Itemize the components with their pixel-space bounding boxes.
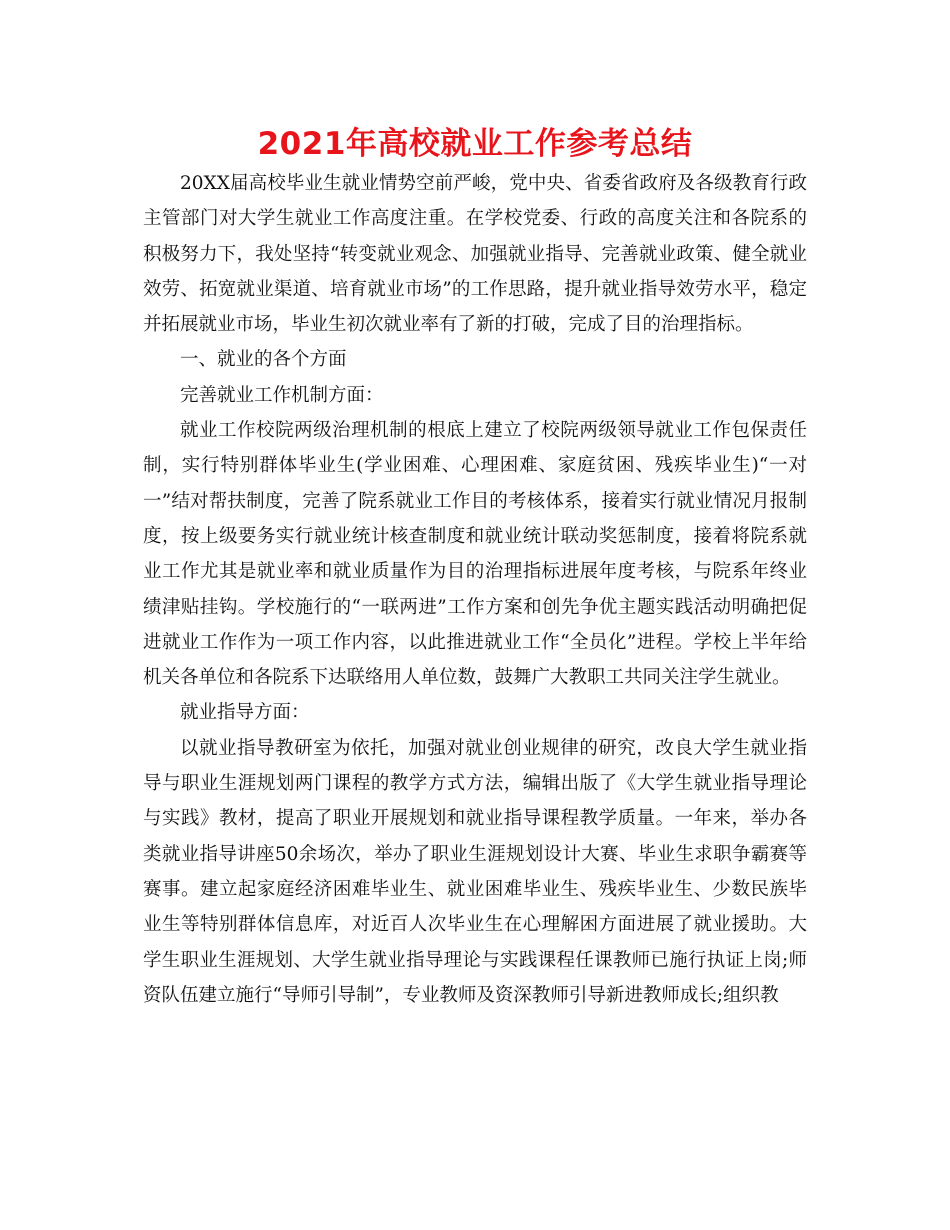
subheading-work-mechanism: 完善就业工作机制方面： (180, 384, 384, 406)
document-title: 2021年高校就业工作参考总结 (257, 126, 693, 162)
paragraph-work-mechanism: 就业工作校院两级治理机制的根底上建立了校院两级领导就业工作包保责任制，实行特别群体毕业生(学业困难、心理困难、家庭贫困、残疾毕业生)“一对一”结对帮扶制度，完善了院系就业工作目的考核体系，接着实行就业情况月报制度，按上级要务实行就业统计核查制度和就业统计联动奖惩制度，接着将院系就业工作尤其是就业率和就业质量作为目的治理指标进展年度考核，与院系年终业绩津贴挂钩。学校施行的“一联两进”工作方案和创先争优主题实践活动明确把促进就业工作作为一项工作内容，以此推进就业工作“全员化”进程。学校上半年给机关各单位和各院系下达联络用人单位数，鼓舞广大教职工共同关注学生就业。 (143, 420, 807, 689)
paragraph-employment-guidance: 以就业指导教研室为依托，加强对就业创业规律的研究，改良大学生就业指导与职业生涯规划两门课程的教学方式方法，编辑出版了《大学生就业指导理论与实践》教材，提高了职业开展规划和就业指导课程教学质量。一年来，举办各类就业指导讲座50余场次，举办了职业生涯规划设计大赛、毕业生求职争霸赛等赛事。建立起家庭经济困难毕业生、就业困难毕业生、残疾毕业生、少数民族毕业生等特别群体信息库，对近百人次毕业生在心理解困方面进展了就业援助。大学生职业生涯规划、大学生就业指导理论与实践课程任课教师已施行执证上岗;师资队伍建立施行“导师引导制”，专业教师及资深教师引导新进教师成长;组织教 (143, 737, 807, 1006)
section-heading-employment-aspects: 一、就业的各个方面 (180, 349, 347, 371)
document-body (143, 166, 807, 1013)
paragraph-intro: 20XX届高校毕业生就业情势空前严峻，党中央、省委省政府及各级教育行政主管部门对大学生就业工作高度注重。在学校党委、行政的高度关注和各院系的积极努力下，我处坚持“转变就业观念、加强就业指导、完善就业政策、健全就业效劳、拓宽就业渠道、培育就业市场”的工作思路，提升就业指导效劳水平，稳定并拓展就业市场，毕业生初次就业率有了新的打破，完成了目的治理指标。 (143, 173, 807, 336)
subheading-employment-guidance: 就业指导方面： (180, 702, 310, 724)
